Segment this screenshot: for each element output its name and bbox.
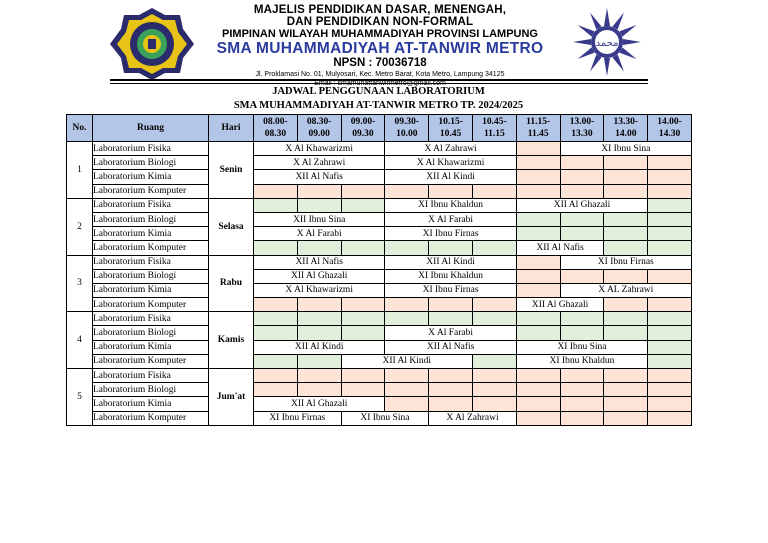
empty-slot xyxy=(297,298,341,312)
class-slot: XII Al Nafis xyxy=(385,340,516,354)
letterhead-line2: DAN PENDIDIKAN NON-FORMAL xyxy=(286,16,474,28)
day-number: 1 xyxy=(67,142,93,199)
empty-slot xyxy=(560,269,604,283)
empty-slot xyxy=(648,340,692,354)
room-name: Laboratorium Biologi xyxy=(93,326,209,340)
empty-slot xyxy=(516,411,560,425)
title-line1: JADWAL PENGGUNAAN LABORATORIUM xyxy=(272,86,485,97)
empty-slot xyxy=(560,326,604,340)
class-slot: XII Al Ghazali xyxy=(254,269,385,283)
empty-slot xyxy=(429,184,473,198)
room-name: Laboratorium Komputer xyxy=(93,411,209,425)
room-name: Laboratorium Biologi xyxy=(93,156,209,170)
room-name: Laboratorium Fisika xyxy=(93,369,209,383)
empty-slot xyxy=(604,212,648,226)
lab-schedule-table xyxy=(66,114,692,426)
room-name: Laboratorium Fisika xyxy=(93,255,209,269)
day-number: 2 xyxy=(67,198,93,255)
empty-slot xyxy=(472,369,516,383)
empty-slot xyxy=(385,383,429,397)
class-slot: XI Ibnu Sina xyxy=(341,411,429,425)
empty-slot xyxy=(516,397,560,411)
empty-slot xyxy=(648,326,692,340)
class-slot: XII Al Kindi xyxy=(254,340,385,354)
empty-slot xyxy=(648,269,692,283)
empty-slot xyxy=(516,269,560,283)
empty-slot xyxy=(429,369,473,383)
table-row xyxy=(67,326,692,340)
letterhead-text xyxy=(196,4,564,88)
empty-slot xyxy=(472,397,516,411)
empty-slot xyxy=(297,312,341,326)
letterhead xyxy=(108,4,648,87)
empty-slot xyxy=(648,241,692,255)
school-email: Email : smamuhattanwirmetro@gmail.com xyxy=(314,80,446,87)
class-slot: XI Ibnu Firnas xyxy=(385,283,516,297)
empty-slot xyxy=(516,369,560,383)
table-row xyxy=(67,212,692,226)
table-row xyxy=(67,170,692,184)
table-header-row xyxy=(67,115,692,142)
empty-slot xyxy=(429,298,473,312)
room-name: Laboratorium Fisika xyxy=(93,198,209,212)
empty-slot xyxy=(385,298,429,312)
day-name: Kamis xyxy=(209,312,254,369)
class-slot: XI Ibnu Firnas xyxy=(385,227,516,241)
header-time: 13.00- 13.30 xyxy=(560,115,604,142)
empty-slot xyxy=(516,227,560,241)
empty-slot xyxy=(560,312,604,326)
empty-slot xyxy=(604,227,648,241)
class-slot: X Al Farabi xyxy=(385,212,516,226)
header-time: 09.00- 09.30 xyxy=(341,115,385,142)
header-time: 14.00- 14.30 xyxy=(648,115,692,142)
empty-slot xyxy=(516,312,560,326)
empty-slot xyxy=(648,354,692,368)
empty-slot xyxy=(385,184,429,198)
empty-slot xyxy=(297,383,341,397)
class-slot: X AL Zahrawi xyxy=(560,283,691,297)
class-slot: XI Ibnu Khaldun xyxy=(385,269,516,283)
table-row xyxy=(67,383,692,397)
header-time: 11.15- 11.45 xyxy=(516,115,560,142)
table-row xyxy=(67,354,692,368)
header-time: 09.30- 10.00 xyxy=(385,115,429,142)
empty-slot xyxy=(604,269,648,283)
empty-slot xyxy=(254,383,298,397)
empty-slot xyxy=(560,411,604,425)
class-slot: XII Al Ghazali xyxy=(516,298,604,312)
empty-slot xyxy=(648,369,692,383)
day-number: 3 xyxy=(67,255,93,312)
empty-slot xyxy=(341,241,385,255)
empty-slot xyxy=(516,283,560,297)
class-slot: XII Al Kindi xyxy=(385,255,516,269)
table-row xyxy=(67,255,692,269)
empty-slot xyxy=(472,241,516,255)
table-row xyxy=(67,198,692,212)
empty-slot xyxy=(648,411,692,425)
empty-slot xyxy=(648,383,692,397)
empty-slot xyxy=(604,411,648,425)
empty-slot xyxy=(429,312,473,326)
school-npsn: NPSN : 70036718 xyxy=(333,57,427,69)
room-name: Laboratorium Kimia xyxy=(93,227,209,241)
empty-slot xyxy=(604,184,648,198)
room-name: Laboratorium Kimia xyxy=(93,340,209,354)
empty-slot xyxy=(516,383,560,397)
empty-slot xyxy=(560,227,604,241)
empty-slot xyxy=(604,383,648,397)
empty-slot xyxy=(254,241,298,255)
empty-slot xyxy=(516,170,560,184)
class-slot: XI Ibnu Firnas xyxy=(254,411,342,425)
class-slot: XII Al Ghazali xyxy=(254,397,385,411)
empty-slot xyxy=(472,383,516,397)
empty-slot xyxy=(254,184,298,198)
empty-slot xyxy=(516,326,560,340)
empty-slot xyxy=(254,326,298,340)
empty-slot xyxy=(254,312,298,326)
class-slot: X Al Farabi xyxy=(254,227,385,241)
header-no: No. xyxy=(67,115,93,142)
header-time: 10.45- 11.15 xyxy=(472,115,516,142)
empty-slot xyxy=(385,241,429,255)
class-slot: XI Ibnu Khaldun xyxy=(516,354,647,368)
class-slot: XII Al Nafis xyxy=(254,170,385,184)
class-slot: XII Al Ghazali xyxy=(516,198,647,212)
header-time: 08.00- 08.30 xyxy=(254,115,298,142)
empty-slot xyxy=(604,397,648,411)
class-slot: X Al Khawarizmi xyxy=(254,283,385,297)
room-name: Laboratorium Fisika xyxy=(93,312,209,326)
table-row xyxy=(67,397,692,411)
empty-slot xyxy=(560,212,604,226)
empty-slot xyxy=(429,397,473,411)
class-slot: X Al Khawarizmi xyxy=(385,156,516,170)
day-name: Senin xyxy=(209,142,254,199)
table-row xyxy=(67,156,692,170)
empty-slot xyxy=(604,298,648,312)
class-slot: XI Ibnu Sina xyxy=(560,142,691,156)
room-name: Laboratorium Komputer xyxy=(93,184,209,198)
empty-slot xyxy=(560,156,604,170)
day-name: Selasa xyxy=(209,198,254,255)
day-name: Rabu xyxy=(209,255,254,312)
empty-slot xyxy=(604,326,648,340)
empty-slot xyxy=(604,170,648,184)
table-row xyxy=(67,312,692,326)
empty-slot xyxy=(604,241,648,255)
empty-slot xyxy=(648,212,692,226)
class-slot: XII Al Kindi xyxy=(341,354,472,368)
table-row xyxy=(67,369,692,383)
table-row xyxy=(67,227,692,241)
empty-slot xyxy=(429,241,473,255)
table-row xyxy=(67,411,692,425)
school-logo-icon xyxy=(108,6,196,82)
empty-slot xyxy=(560,383,604,397)
room-name: Laboratorium Komputer xyxy=(93,298,209,312)
room-name: Laboratorium Biologi xyxy=(93,212,209,226)
room-name: Laboratorium Komputer xyxy=(93,354,209,368)
empty-slot xyxy=(604,312,648,326)
header-time: 13.30- 14.00 xyxy=(604,115,648,142)
table-row xyxy=(67,241,692,255)
room-name: Laboratorium Biologi xyxy=(93,383,209,397)
room-name: Laboratorium Fisika xyxy=(93,142,209,156)
empty-slot xyxy=(560,369,604,383)
class-slot: XII Al Nafis xyxy=(516,241,604,255)
empty-slot xyxy=(516,184,560,198)
empty-slot xyxy=(648,184,692,198)
empty-slot xyxy=(297,241,341,255)
svg-text:محمد: محمد xyxy=(595,38,619,49)
header-time: 08.30- 09.00 xyxy=(297,115,341,142)
header-time: 10.15- 10.45 xyxy=(429,115,473,142)
empty-slot xyxy=(385,312,429,326)
empty-slot xyxy=(604,369,648,383)
empty-slot xyxy=(648,227,692,241)
empty-slot xyxy=(297,354,341,368)
empty-slot xyxy=(516,255,560,269)
title-line2: SMA MUHAMMADIYAH AT-TANWIR METRO TP. 2024/2025 xyxy=(233,100,524,111)
class-slot: XII Ibnu Sina xyxy=(254,212,385,226)
empty-slot xyxy=(297,198,341,212)
empty-slot xyxy=(385,397,429,411)
document-title xyxy=(66,85,691,113)
empty-slot xyxy=(560,184,604,198)
empty-slot xyxy=(604,156,648,170)
day-name: Jum'at xyxy=(209,369,254,426)
empty-slot xyxy=(341,383,385,397)
empty-slot xyxy=(297,369,341,383)
empty-slot xyxy=(472,312,516,326)
empty-slot xyxy=(516,212,560,226)
class-slot: X Al Zahrawi xyxy=(429,411,517,425)
day-number: 4 xyxy=(67,312,93,369)
room-name: Laboratorium Kimia xyxy=(93,170,209,184)
header-hari: Hari xyxy=(209,115,254,142)
header-ruang: Ruang xyxy=(93,115,209,142)
class-slot: XI Ibnu Khaldun xyxy=(385,198,516,212)
empty-slot xyxy=(254,298,298,312)
class-slot: X Al Zahrawi xyxy=(254,156,385,170)
letterhead-rule-thick xyxy=(110,79,648,81)
table-row xyxy=(67,298,692,312)
empty-slot xyxy=(516,156,560,170)
school-address: Jl. Proklamasi No. 01, Mulyosari, Kec. Metro Barat, Kota Metro, Lampung 34125 xyxy=(255,71,505,78)
empty-slot xyxy=(254,354,298,368)
table-row xyxy=(67,269,692,283)
class-slot: XI Ibnu Sina xyxy=(516,340,647,354)
empty-slot xyxy=(472,184,516,198)
day-number: 5 xyxy=(67,369,93,426)
room-name: Laboratorium Kimia xyxy=(93,397,209,411)
table-row xyxy=(67,142,692,156)
class-slot: X Al Khawarizmi xyxy=(254,142,385,156)
class-slot: X Al Farabi xyxy=(385,326,516,340)
empty-slot xyxy=(648,156,692,170)
empty-slot xyxy=(341,184,385,198)
empty-slot xyxy=(429,383,473,397)
school-name: SMA MUHAMMADIYAH AT-TANWIR METRO xyxy=(216,40,544,57)
class-slot: XII Al Kindi xyxy=(385,170,516,184)
empty-slot xyxy=(560,170,604,184)
empty-slot xyxy=(341,326,385,340)
table-row xyxy=(67,184,692,198)
empty-slot xyxy=(297,326,341,340)
empty-slot xyxy=(648,312,692,326)
empty-slot xyxy=(516,142,560,156)
class-slot: X Al Zahrawi xyxy=(385,142,516,156)
room-name: Laboratorium Kimia xyxy=(93,283,209,297)
empty-slot xyxy=(341,198,385,212)
empty-slot xyxy=(560,397,604,411)
empty-slot xyxy=(385,369,429,383)
table-row xyxy=(67,283,692,297)
letterhead-rule-thin xyxy=(110,83,648,84)
empty-slot xyxy=(254,369,298,383)
empty-slot xyxy=(341,369,385,383)
empty-slot xyxy=(341,298,385,312)
empty-slot xyxy=(254,198,298,212)
empty-slot xyxy=(297,184,341,198)
class-slot: XII Al Nafis xyxy=(254,255,385,269)
table-row xyxy=(67,340,692,354)
letterhead-line3: PIMPINAN WILAYAH MUHAMMADIYAH PROVINSI LAMPUNG xyxy=(222,28,538,40)
empty-slot xyxy=(472,298,516,312)
empty-slot xyxy=(648,397,692,411)
empty-slot xyxy=(648,298,692,312)
room-name: Laboratorium Biologi xyxy=(93,269,209,283)
letterhead-line1: MAJELIS PENDIDIKAN DASAR, MENENGAH, xyxy=(253,4,507,16)
empty-slot xyxy=(341,312,385,326)
empty-slot xyxy=(648,170,692,184)
empty-slot xyxy=(472,354,516,368)
muhammadiyah-sun-logo-icon xyxy=(564,6,650,78)
empty-slot xyxy=(648,198,692,212)
room-name: Laboratorium Komputer xyxy=(93,241,209,255)
class-slot: XI Ibnu Firnas xyxy=(560,255,691,269)
